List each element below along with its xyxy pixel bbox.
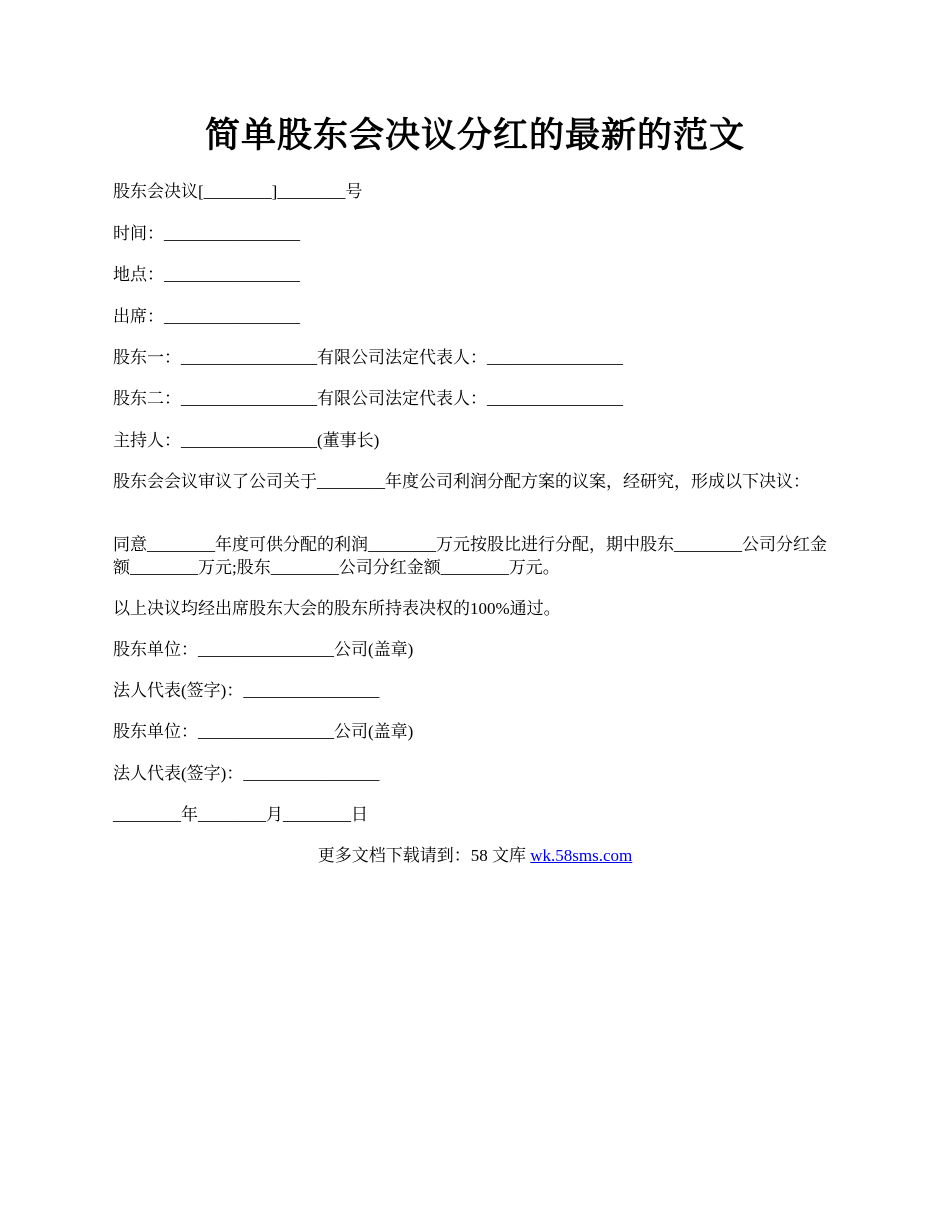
time-line: 时间：________________	[113, 224, 300, 243]
shareholder-unit-line-1: 股东单位：________________公司(盖章)	[113, 640, 414, 659]
shareholder-one-line: 股东一：________________有限公司法定代表人：________________	[113, 348, 623, 367]
document-title: 简单股东会决议分红的最新的范文	[204, 116, 745, 155]
attendance-line: 出席：________________	[113, 307, 300, 326]
shareholder-unit-line-2: 股东单位：________________公司(盖章)	[113, 722, 414, 741]
legal-rep-signature-line-1: 法人代表(签字)：________________	[113, 681, 380, 700]
meeting-review-paragraph: 股东会会议审议了公司关于________年度公司利润分配方案的议案，经研究，形成以下决议：	[113, 472, 810, 491]
footer	[0, 844, 950, 867]
host-line: 主持人：________________(董事长)	[113, 431, 380, 450]
dividend-agreement-paragraph: 同意________年度可供分配的利润________万元按股比进行分配，期中股东________公司分红金额________万元;股东________公司分红金额________万元。	[113, 535, 827, 577]
legal-rep-signature-line-2: 法人代表(签字)：________________	[113, 764, 380, 783]
location-line: 地点：________________	[113, 265, 300, 284]
approval-statement: 以上决议均经出席股东大会的股东所持表决权的100%通过。	[113, 599, 561, 618]
shareholder-two-line: 股东二：________________有限公司法定代表人：________________	[113, 389, 623, 408]
footer-link[interactable]: wk.58sms.com	[530, 846, 633, 865]
resolution-number-line: 股东会决议[________]________号	[113, 182, 363, 201]
date-line: ________年________月________日	[113, 805, 368, 824]
footer-prefix: 更多文档下载请到：58 文库	[317, 846, 531, 865]
